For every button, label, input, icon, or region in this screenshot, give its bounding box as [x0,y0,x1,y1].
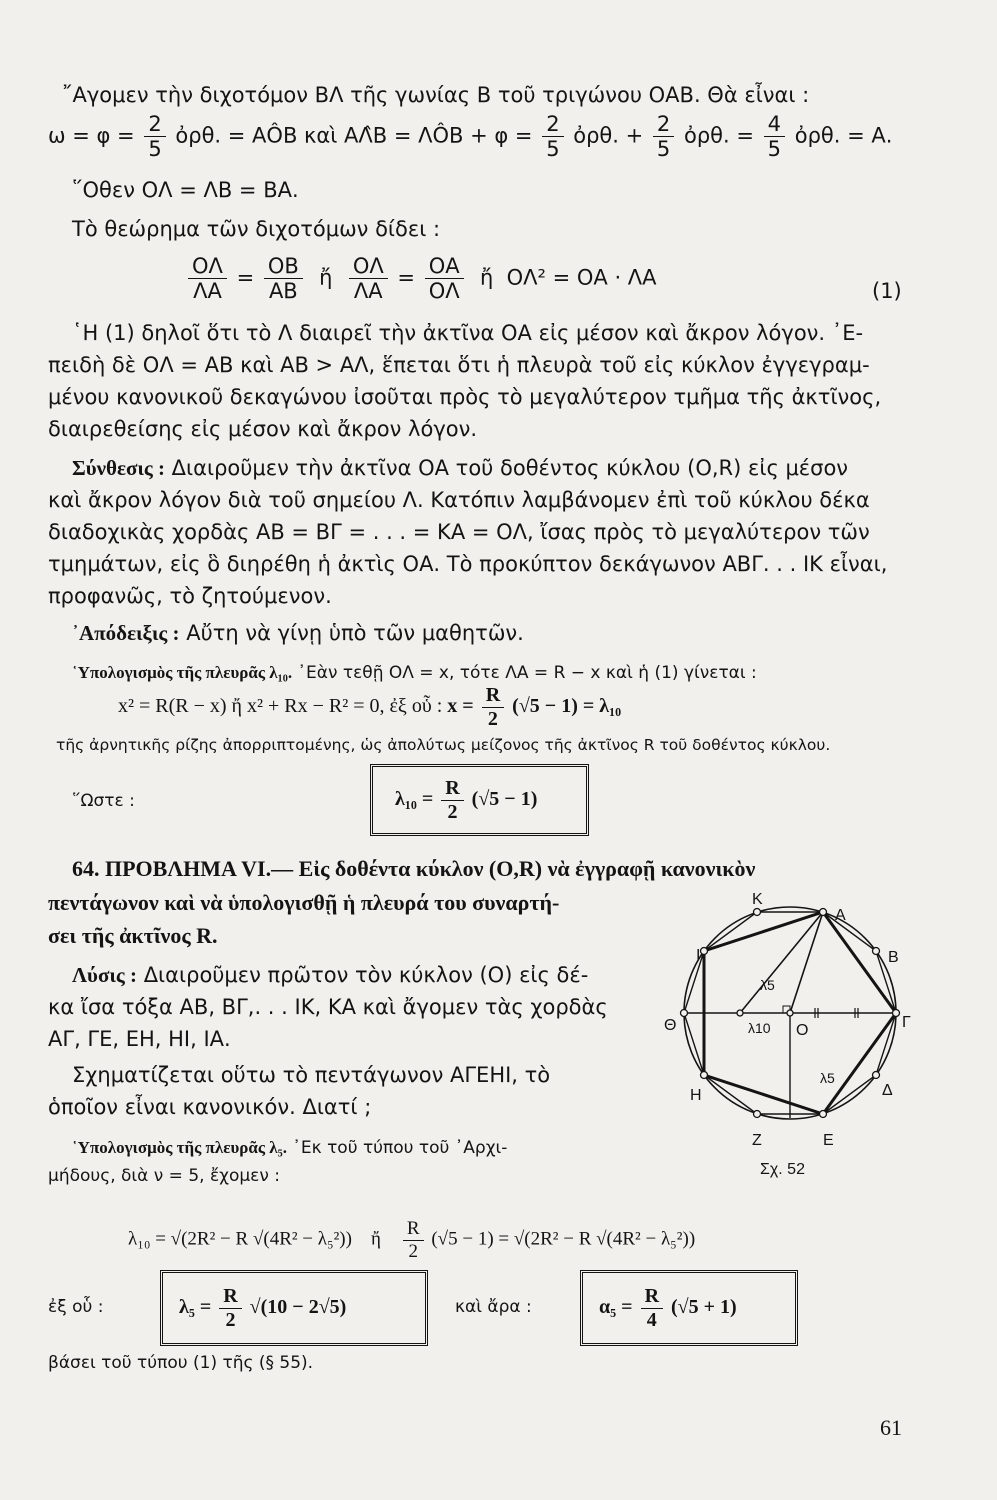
text-line: Τὸ θεώρημα τῶν διχοτόμων δίδει : [72,217,441,241]
label-A: Α [835,907,846,924]
text-line: καὶ ἄρα : [455,1297,532,1317]
solution-label: Λύσις : [72,963,137,987]
text-line: διαιρεθείσης εἰς μέσον καὶ ἄκρον λόγον. [48,417,478,441]
problem-heading: σει τῆς ἀκτῖνος R. [48,923,218,948]
text-line: ῾Υπολογισμὸς τῆς πλευρᾶς λ₅. ᾿Εκ τοῦ τύπου τοῦ ᾿Αρχι- [72,1138,508,1158]
equation-tag: (1) [872,279,902,303]
radius-OA [790,912,823,1013]
decagon-pentagon-figure [660,890,920,1190]
text-line: ὁποῖον εἶναι κανονικόν. Διατί ; [48,1095,372,1119]
text-line: κα ἴσα τόξα ΑΒ, ΒΓ,. . . ΙΚ, ΚΑ καὶ ἄγομεν τὰς χορδὰς [48,995,608,1019]
label-l5: λ5 [820,1070,835,1086]
label-B: Β [888,949,899,966]
figure-caption: Σχ. 52 [760,1161,805,1178]
problem-heading: 64. ΠΡΟΒΛΗΜΑ VI.— Εἰς δοθέντα κύκλον (Ο,R) νὰ ἐγγραφῇ κανονικὸν [72,856,756,881]
label-O: Ο [796,1022,809,1039]
label-l5: λ5 [760,977,775,993]
fraction: $\frac{4}{5}$ [764,112,785,161]
label-Gamma: Γ [902,1014,911,1031]
text-line: προφανῶς, τὸ ζητούμενον. [48,584,332,608]
text-line: τμημάτων, εἰς ὃ διηρέθη ἡ ἀκτὶς ΟΑ. Τὸ προκύπτον δεκάγωνον ΑΒΓ. . . ΙΚ εἶναι, [48,552,888,576]
label-Z: Ζ [752,1132,762,1149]
problem-heading: πεντάγωνον καὶ νὰ ὑπολογισθῇ ἡ πλευρά του συναρτή- [48,890,560,915]
text-line: Σχηματίζεται οὕτω τὸ πεντάγωνον ΑΓΕΗΙ, τὸ [72,1063,551,1087]
text-line: ῞Οθεν ΟΛ = ΛΒ = ΒΑ. [72,178,299,202]
text-line: ΑΓ, ΓΕ, ΕΗ, ΗΙ, ΙΑ. [48,1027,231,1051]
text-line: μήδους, διὰ ν = 5, ἔχομεν : [48,1166,280,1186]
page-number: 61 [880,1415,902,1440]
fraction: $\frac{2}{5}$ [653,112,674,161]
text-line: Σύνθεσις : Διαιροῦμεν τὴν ἀκτῖνα ΟΑ τοῦ δοθέντος κύκλου (Ο,R) εἰς μέσον [72,456,849,480]
label-E: Ε [823,1132,834,1149]
text-line: διαδοχικὰς χορδὰς ΑΒ = ΒΓ = . . . = ΚΑ = ΟΛ, ἴσας πρὸς τὸ μεγαλύτερον τῶν [48,520,870,544]
text-line: τῆς ἀρνητικῆς ρίζης ἀπορριπτομένης, ὡς ἀπολύτως μείζονος τῆς ἀκτῖνος R τοῦ δοθέντος κύκλου. [56,736,831,754]
label-K: Κ [752,891,763,908]
label-H: Η [690,1087,702,1104]
text-line: ἐξ οὗ : [48,1297,104,1317]
proof-label: ᾿Απόδειξις : [72,621,180,645]
bisector-equation: $\frac{O\Lambda}{\Lambda A}$ = $\frac{OB}{AB}$ ἤ $\frac{O\Lambda}{\Lambda A}$ = $\frac{OA}{O\Lambda}$ ἤ ΟΛ² = ΟΑ · ΛΑ [185,254,657,303]
text-line: ῞Ωστε : [72,791,135,811]
label-Delta: Δ [882,1082,893,1099]
label-l10: λ10 [748,1020,771,1036]
text-line: καὶ ἄκρον λόγον διὰ τοῦ σημείου Λ. Κατόπιν λαμβάνομεν ἐπὶ τοῦ κύκλου δέκα [48,488,870,512]
angle-equation: ω = φ = $\frac{2}{5}$ ὀρθ. = ΑÔΒ καὶ ΑΛ̂Β = ΛÔΒ + φ = $\frac{2}{5}$ ὀρθ. + $\frac{2}{5}$ ὀρθ. = $\frac{4}{5}$ ὀρθ. = Α. [48,112,893,162]
text-line: Λύσις : Διαιροῦμεν πρῶτον τὸν κύκλον (Ο) εἰς δέ- [72,963,589,987]
fraction: $\frac{2}{5}$ [144,112,165,161]
text-line: βάσει τοῦ τύπου (1) τῆς (§ 55). [48,1353,314,1373]
calc10-label: ῾Υπολογισμὸς τῆς πλευρᾶς λ₁₀. [72,663,293,682]
result-box-l10: λ₁₀ = $\frac{R}{2}$ (√5 − 1) [370,764,589,836]
text-line: ᾿Απόδειξις : Αὔτη νὰ γίνῃ ὑπὸ τῶν μαθητῶν. [72,621,524,645]
calc5-label: ῾Υπολογισμὸς τῆς πλευρᾶς λ₅. [72,1138,287,1157]
text-line: μένου κανονικοῦ δεκαγώνου ἰσοῦται πρὸς τὸ μεγαλύτερον τμῆμα τῆς ἀκτῖνος, [48,385,882,409]
archimedes-equation: λ₁₀ = √(2R² − R √(4R² − λ₅²)) ἤ $\frac{R}{2}$ (√5 − 1) = √(2R² − R √(4R² − λ₅²)) [128,1218,696,1262]
result-box-l5: λ₅ = $\frac{R}{2}$ √(10 − 2√5) [160,1270,428,1346]
text-line: ῾Η (1) δηλοῖ ὅτι τὸ Λ διαιρεῖ τὴν ἀκτῖνα ΟΑ εἰς μέσον καὶ ἄκρον λόγον. ᾿Ε- [72,321,864,345]
synthesis-label: Σύνθεσις : [72,456,165,480]
fraction: $\frac{2}{5}$ [542,112,563,161]
label-Theta: Θ [664,1017,677,1034]
label-I: Ι [696,947,701,964]
text-line: πειδὴ δὲ ΟΛ = ΑΒ καὶ ΑΒ > ΑΛ, ἕπεται ὅτι ἡ πλευρὰ τοῦ εἰς κύκλον ἐγγεγραμ- [48,353,870,377]
text-line: ῾Υπολογισμὸς τῆς πλευρᾶς λ₁₀. ᾿Εὰν τεθῇ ΟΛ = x, τότε ΛΑ = R − x καὶ ἡ (1) γίνεται : [72,663,757,683]
result-box-a5: α₅ = $\frac{R}{4}$ (√5 + 1) [580,1270,798,1346]
text-line: ῎Αγομεν τὴν διχοτόμον ΒΛ τῆς γωνίας Β τοῦ τριγώνου ΟΑΒ. Θὰ εἶναι : [62,83,810,107]
quadratic-equation: x² = R(R − x) ἤ x² + Rx − R² = 0, ἐξ οὗ : x = $\frac{R}{2}$ (√5 − 1) = λ₁₀ [118,684,622,730]
